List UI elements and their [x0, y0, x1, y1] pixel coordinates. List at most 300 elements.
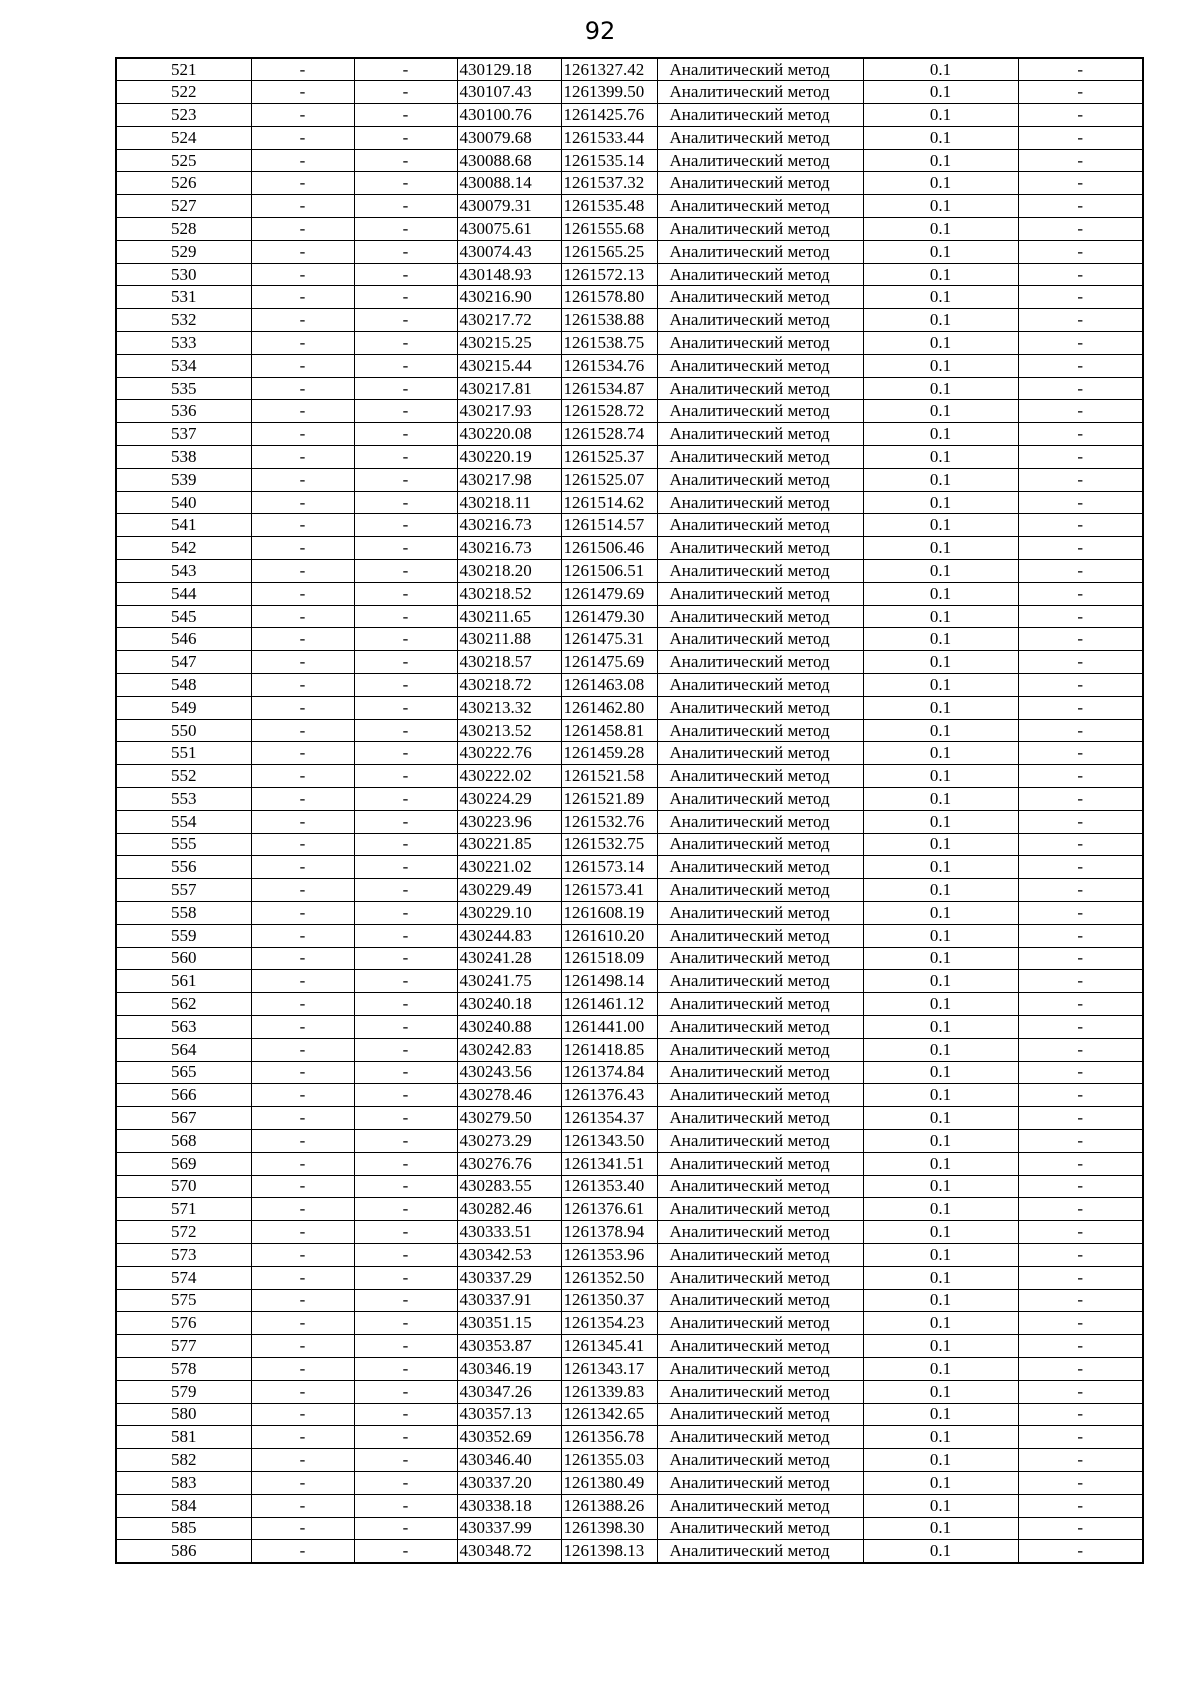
point-number-cell: 549: [116, 696, 251, 719]
dash-cell-b: -: [354, 947, 457, 970]
dash-cell-b: -: [354, 149, 457, 172]
y-coordinate-cell: 1261475.69: [561, 651, 657, 674]
table-row: [116, 1312, 1143, 1335]
description-cell: -: [1018, 1061, 1143, 1084]
description-cell: -: [1018, 901, 1143, 924]
dash-cell-b: -: [354, 446, 457, 469]
dash-cell-b: -: [354, 1061, 457, 1084]
dash-cell-a: -: [251, 1221, 354, 1244]
x-coordinate-cell: 430222.02: [457, 765, 561, 788]
y-coordinate-cell: 1261353.96: [561, 1243, 657, 1266]
point-number-cell: 532: [116, 309, 251, 332]
table-row: [116, 332, 1143, 355]
table-row: [116, 195, 1143, 218]
method-cell: Аналитический метод: [657, 651, 863, 674]
accuracy-cell: 0.1: [863, 1494, 1018, 1517]
dash-cell-a: -: [251, 172, 354, 195]
accuracy-cell: 0.1: [863, 1038, 1018, 1061]
y-coordinate-cell: 1261518.09: [561, 947, 657, 970]
method-cell: Аналитический метод: [657, 719, 863, 742]
x-coordinate-cell: 430346.19: [457, 1357, 561, 1380]
dash-cell-a: -: [251, 1494, 354, 1517]
description-cell: -: [1018, 195, 1143, 218]
point-number-cell: 541: [116, 514, 251, 537]
description-cell: -: [1018, 719, 1143, 742]
dash-cell-b: -: [354, 560, 457, 583]
point-number-cell: 550: [116, 719, 251, 742]
point-number-cell: 584: [116, 1494, 251, 1517]
description-cell: -: [1018, 1357, 1143, 1380]
point-number-cell: 547: [116, 651, 251, 674]
method-cell: Аналитический метод: [657, 149, 863, 172]
point-number-cell: 557: [116, 879, 251, 902]
table-row: [116, 1426, 1143, 1449]
y-coordinate-cell: 1261573.41: [561, 879, 657, 902]
method-cell: Аналитический метод: [657, 993, 863, 1016]
table-row: [116, 605, 1143, 628]
accuracy-cell: 0.1: [863, 286, 1018, 309]
table-row: [116, 628, 1143, 651]
accuracy-cell: 0.1: [863, 81, 1018, 104]
method-cell: Аналитический метод: [657, 879, 863, 902]
dash-cell-b: -: [354, 651, 457, 674]
accuracy-cell: 0.1: [863, 582, 1018, 605]
table-row: [116, 491, 1143, 514]
accuracy-cell: 0.1: [863, 1403, 1018, 1426]
dash-cell-a: -: [251, 286, 354, 309]
dash-cell-b: -: [354, 1152, 457, 1175]
description-cell: -: [1018, 1084, 1143, 1107]
description-cell: -: [1018, 468, 1143, 491]
dash-cell-a: -: [251, 674, 354, 697]
dash-cell-b: -: [354, 1471, 457, 1494]
dash-cell-a: -: [251, 1175, 354, 1198]
point-number-cell: 535: [116, 377, 251, 400]
dash-cell-a: -: [251, 1312, 354, 1335]
dash-cell-b: -: [354, 1494, 457, 1517]
accuracy-cell: 0.1: [863, 1175, 1018, 1198]
accuracy-cell: 0.1: [863, 560, 1018, 583]
y-coordinate-cell: 1261525.37: [561, 446, 657, 469]
method-cell: Аналитический метод: [657, 1152, 863, 1175]
dash-cell-b: -: [354, 696, 457, 719]
table-row: [116, 924, 1143, 947]
dash-cell-a: -: [251, 1426, 354, 1449]
table-row: [116, 810, 1143, 833]
y-coordinate-cell: 1261521.58: [561, 765, 657, 788]
dash-cell-a: -: [251, 1038, 354, 1061]
dash-cell-a: -: [251, 195, 354, 218]
accuracy-cell: 0.1: [863, 993, 1018, 1016]
y-coordinate-cell: 1261573.14: [561, 856, 657, 879]
description-cell: -: [1018, 1289, 1143, 1312]
dash-cell-b: -: [354, 240, 457, 263]
table-row: [116, 970, 1143, 993]
point-number-cell: 563: [116, 1015, 251, 1038]
y-coordinate-cell: 1261578.80: [561, 286, 657, 309]
point-number-cell: 522: [116, 81, 251, 104]
dash-cell-a: -: [251, 377, 354, 400]
dash-cell-b: -: [354, 1243, 457, 1266]
dash-cell-a: -: [251, 1061, 354, 1084]
dash-cell-b: -: [354, 514, 457, 537]
table-row: [116, 696, 1143, 719]
table-row: [116, 58, 1143, 81]
method-cell: Аналитический метод: [657, 1038, 863, 1061]
x-coordinate-cell: 430337.99: [457, 1517, 561, 1540]
point-number-cell: 572: [116, 1221, 251, 1244]
point-number-cell: 545: [116, 605, 251, 628]
x-coordinate-cell: 430218.52: [457, 582, 561, 605]
method-cell: Аналитический метод: [657, 1449, 863, 1472]
dash-cell-a: -: [251, 993, 354, 1016]
point-number-cell: 531: [116, 286, 251, 309]
method-cell: Аналитический метод: [657, 810, 863, 833]
description-cell: -: [1018, 1243, 1143, 1266]
table-row: [116, 1266, 1143, 1289]
x-coordinate-cell: 430217.72: [457, 309, 561, 332]
dash-cell-b: -: [354, 263, 457, 286]
accuracy-cell: 0.1: [863, 901, 1018, 924]
point-number-cell: 568: [116, 1129, 251, 1152]
x-coordinate-cell: 430276.76: [457, 1152, 561, 1175]
x-coordinate-cell: 430211.65: [457, 605, 561, 628]
accuracy-cell: 0.1: [863, 605, 1018, 628]
method-cell: Аналитический метод: [657, 628, 863, 651]
y-coordinate-cell: 1261343.50: [561, 1129, 657, 1152]
dash-cell-b: -: [354, 833, 457, 856]
method-cell: Аналитический метод: [657, 1243, 863, 1266]
accuracy-cell: 0.1: [863, 172, 1018, 195]
point-number-cell: 562: [116, 993, 251, 1016]
x-coordinate-cell: 430215.25: [457, 332, 561, 355]
table-row: [116, 537, 1143, 560]
point-number-cell: 533: [116, 332, 251, 355]
accuracy-cell: 0.1: [863, 491, 1018, 514]
description-cell: -: [1018, 628, 1143, 651]
description-cell: -: [1018, 1175, 1143, 1198]
accuracy-cell: 0.1: [863, 970, 1018, 993]
accuracy-cell: 0.1: [863, 240, 1018, 263]
x-coordinate-cell: 430224.29: [457, 788, 561, 811]
method-cell: Аналитический метод: [657, 58, 863, 81]
accuracy-cell: 0.1: [863, 377, 1018, 400]
description-cell: -: [1018, 742, 1143, 765]
accuracy-cell: 0.1: [863, 924, 1018, 947]
method-cell: Аналитический метод: [657, 1198, 863, 1221]
y-coordinate-cell: 1261555.68: [561, 218, 657, 241]
dash-cell-b: -: [354, 104, 457, 127]
x-coordinate-cell: 430352.69: [457, 1426, 561, 1449]
page-number: 92: [584, 17, 616, 45]
description-cell: -: [1018, 514, 1143, 537]
description-cell: -: [1018, 947, 1143, 970]
dash-cell-a: -: [251, 856, 354, 879]
x-coordinate-cell: 430346.40: [457, 1449, 561, 1472]
y-coordinate-cell: 1261341.51: [561, 1152, 657, 1175]
description-cell: -: [1018, 446, 1143, 469]
dash-cell-b: -: [354, 856, 457, 879]
table-row: [116, 126, 1143, 149]
dash-cell-a: -: [251, 400, 354, 423]
method-cell: Аналитический метод: [657, 1312, 863, 1335]
method-cell: Аналитический метод: [657, 332, 863, 355]
method-cell: Аналитический метод: [657, 491, 863, 514]
method-cell: Аналитический метод: [657, 582, 863, 605]
dash-cell-a: -: [251, 1084, 354, 1107]
description-cell: -: [1018, 879, 1143, 902]
dash-cell-a: -: [251, 1289, 354, 1312]
x-coordinate-cell: 430229.10: [457, 901, 561, 924]
description-cell: -: [1018, 993, 1143, 1016]
dash-cell-a: -: [251, 970, 354, 993]
x-coordinate-cell: 430342.53: [457, 1243, 561, 1266]
accuracy-cell: 0.1: [863, 1061, 1018, 1084]
y-coordinate-cell: 1261327.42: [561, 58, 657, 81]
accuracy-cell: 0.1: [863, 332, 1018, 355]
dash-cell-b: -: [354, 537, 457, 560]
dash-cell-a: -: [251, 1243, 354, 1266]
dash-cell-b: -: [354, 423, 457, 446]
description-cell: -: [1018, 1015, 1143, 1038]
y-coordinate-cell: 1261533.44: [561, 126, 657, 149]
dash-cell-a: -: [251, 58, 354, 81]
dash-cell-a: -: [251, 446, 354, 469]
point-number-cell: 583: [116, 1471, 251, 1494]
accuracy-cell: 0.1: [863, 1289, 1018, 1312]
x-coordinate-cell: 430347.26: [457, 1380, 561, 1403]
dash-cell-a: -: [251, 605, 354, 628]
x-coordinate-cell: 430221.85: [457, 833, 561, 856]
point-number-cell: 579: [116, 1380, 251, 1403]
x-coordinate-cell: 430100.76: [457, 104, 561, 127]
dash-cell-a: -: [251, 810, 354, 833]
accuracy-cell: 0.1: [863, 879, 1018, 902]
dash-cell-a: -: [251, 924, 354, 947]
dash-cell-a: -: [251, 1107, 354, 1130]
dash-cell-a: -: [251, 1403, 354, 1426]
point-number-cell: 586: [116, 1540, 251, 1563]
accuracy-cell: 0.1: [863, 126, 1018, 149]
accuracy-cell: 0.1: [863, 788, 1018, 811]
y-coordinate-cell: 1261461.12: [561, 993, 657, 1016]
x-coordinate-cell: 430216.73: [457, 514, 561, 537]
x-coordinate-cell: 430279.50: [457, 1107, 561, 1130]
table-row: [116, 719, 1143, 742]
y-coordinate-cell: 1261462.80: [561, 696, 657, 719]
x-coordinate-cell: 430337.91: [457, 1289, 561, 1312]
y-coordinate-cell: 1261356.78: [561, 1426, 657, 1449]
description-cell: -: [1018, 309, 1143, 332]
table-row: [116, 993, 1143, 1016]
x-coordinate-cell: 430217.93: [457, 400, 561, 423]
x-coordinate-cell: 430079.31: [457, 195, 561, 218]
point-number-cell: 538: [116, 446, 251, 469]
method-cell: Аналитический метод: [657, 833, 863, 856]
y-coordinate-cell: 1261475.31: [561, 628, 657, 651]
x-coordinate-cell: 430229.49: [457, 879, 561, 902]
x-coordinate-cell: 430243.56: [457, 1061, 561, 1084]
point-number-cell: 556: [116, 856, 251, 879]
description-cell: -: [1018, 560, 1143, 583]
point-number-cell: 560: [116, 947, 251, 970]
table-row: [116, 468, 1143, 491]
description-cell: -: [1018, 126, 1143, 149]
accuracy-cell: 0.1: [863, 104, 1018, 127]
dash-cell-a: -: [251, 947, 354, 970]
accuracy-cell: 0.1: [863, 468, 1018, 491]
accuracy-cell: 0.1: [863, 1380, 1018, 1403]
method-cell: Аналитический метод: [657, 468, 863, 491]
dash-cell-a: -: [251, 126, 354, 149]
point-number-cell: 581: [116, 1426, 251, 1449]
accuracy-cell: 0.1: [863, 446, 1018, 469]
method-cell: Аналитический метод: [657, 1107, 863, 1130]
dash-cell-b: -: [354, 582, 457, 605]
x-coordinate-cell: 430338.18: [457, 1494, 561, 1517]
description-cell: -: [1018, 1266, 1143, 1289]
point-number-cell: 565: [116, 1061, 251, 1084]
point-number-cell: 523: [116, 104, 251, 127]
description-cell: -: [1018, 286, 1143, 309]
dash-cell-a: -: [251, 560, 354, 583]
method-cell: Аналитический метод: [657, 560, 863, 583]
dash-cell-b: -: [354, 1038, 457, 1061]
description-cell: -: [1018, 1494, 1143, 1517]
y-coordinate-cell: 1261534.76: [561, 354, 657, 377]
x-coordinate-cell: 430353.87: [457, 1335, 561, 1358]
accuracy-cell: 0.1: [863, 1471, 1018, 1494]
description-cell: -: [1018, 1403, 1143, 1426]
point-number-cell: 542: [116, 537, 251, 560]
y-coordinate-cell: 1261521.89: [561, 788, 657, 811]
point-number-cell: 548: [116, 674, 251, 697]
y-coordinate-cell: 1261535.14: [561, 149, 657, 172]
accuracy-cell: 0.1: [863, 537, 1018, 560]
dash-cell-b: -: [354, 970, 457, 993]
x-coordinate-cell: 430218.20: [457, 560, 561, 583]
point-number-cell: 529: [116, 240, 251, 263]
table-row: [116, 1494, 1143, 1517]
table-row: [116, 1038, 1143, 1061]
accuracy-cell: 0.1: [863, 765, 1018, 788]
description-cell: -: [1018, 788, 1143, 811]
table-row: [116, 1380, 1143, 1403]
dash-cell-a: -: [251, 1540, 354, 1563]
table-row: [116, 354, 1143, 377]
y-coordinate-cell: 1261525.07: [561, 468, 657, 491]
point-number-cell: 551: [116, 742, 251, 765]
description-cell: -: [1018, 833, 1143, 856]
x-coordinate-cell: 430333.51: [457, 1221, 561, 1244]
method-cell: Аналитический метод: [657, 1266, 863, 1289]
dash-cell-b: -: [354, 674, 457, 697]
x-coordinate-cell: 430213.32: [457, 696, 561, 719]
y-coordinate-cell: 1261378.94: [561, 1221, 657, 1244]
table-row: [116, 879, 1143, 902]
point-number-cell: 554: [116, 810, 251, 833]
accuracy-cell: 0.1: [863, 309, 1018, 332]
dash-cell-b: -: [354, 1107, 457, 1130]
method-cell: Аналитический метод: [657, 1380, 863, 1403]
method-cell: Аналитический метод: [657, 240, 863, 263]
table-row: [116, 1335, 1143, 1358]
accuracy-cell: 0.1: [863, 651, 1018, 674]
dash-cell-b: -: [354, 765, 457, 788]
table-row: [116, 1540, 1143, 1563]
description-cell: -: [1018, 354, 1143, 377]
x-coordinate-cell: 430244.83: [457, 924, 561, 947]
y-coordinate-cell: 1261441.00: [561, 1015, 657, 1038]
dash-cell-b: -: [354, 1198, 457, 1221]
dash-cell-a: -: [251, 788, 354, 811]
description-cell: -: [1018, 674, 1143, 697]
point-number-cell: 571: [116, 1198, 251, 1221]
table-row: [116, 651, 1143, 674]
accuracy-cell: 0.1: [863, 833, 1018, 856]
y-coordinate-cell: 1261565.25: [561, 240, 657, 263]
method-cell: Аналитический метод: [657, 104, 863, 127]
dash-cell-b: -: [354, 286, 457, 309]
y-coordinate-cell: 1261355.03: [561, 1449, 657, 1472]
y-coordinate-cell: 1261376.43: [561, 1084, 657, 1107]
method-cell: Аналитический метод: [657, 1175, 863, 1198]
y-coordinate-cell: 1261345.41: [561, 1335, 657, 1358]
accuracy-cell: 0.1: [863, 1015, 1018, 1038]
table-row: [116, 1015, 1143, 1038]
table-row: [116, 1129, 1143, 1152]
point-number-cell: 534: [116, 354, 251, 377]
method-cell: Аналитический метод: [657, 1517, 863, 1540]
dash-cell-a: -: [251, 879, 354, 902]
method-cell: Аналитический метод: [657, 81, 863, 104]
y-coordinate-cell: 1261532.75: [561, 833, 657, 856]
accuracy-cell: 0.1: [863, 1221, 1018, 1244]
x-coordinate-cell: 430074.43: [457, 240, 561, 263]
accuracy-cell: 0.1: [863, 674, 1018, 697]
description-cell: -: [1018, 1471, 1143, 1494]
dash-cell-a: -: [251, 263, 354, 286]
dash-cell-b: -: [354, 924, 457, 947]
description-cell: -: [1018, 240, 1143, 263]
table-row: [116, 742, 1143, 765]
method-cell: Аналитический метод: [657, 970, 863, 993]
x-coordinate-cell: 430222.76: [457, 742, 561, 765]
point-number-cell: 576: [116, 1312, 251, 1335]
method-cell: Аналитический метод: [657, 924, 863, 947]
y-coordinate-cell: 1261350.37: [561, 1289, 657, 1312]
dash-cell-b: -: [354, 332, 457, 355]
x-coordinate-cell: 430220.19: [457, 446, 561, 469]
accuracy-cell: 0.1: [863, 628, 1018, 651]
method-cell: Аналитический метод: [657, 856, 863, 879]
description-cell: -: [1018, 924, 1143, 947]
method-cell: Аналитический метод: [657, 377, 863, 400]
table-row: [116, 1449, 1143, 1472]
description-cell: -: [1018, 1335, 1143, 1358]
description-cell: -: [1018, 81, 1143, 104]
y-coordinate-cell: 1261339.83: [561, 1380, 657, 1403]
x-coordinate-cell: 430107.43: [457, 81, 561, 104]
y-coordinate-cell: 1261463.08: [561, 674, 657, 697]
dash-cell-b: -: [354, 377, 457, 400]
x-coordinate-cell: 430088.68: [457, 149, 561, 172]
dash-cell-b: -: [354, 1289, 457, 1312]
accuracy-cell: 0.1: [863, 1426, 1018, 1449]
table-row: [116, 240, 1143, 263]
table-row: [116, 856, 1143, 879]
accuracy-cell: 0.1: [863, 696, 1018, 719]
